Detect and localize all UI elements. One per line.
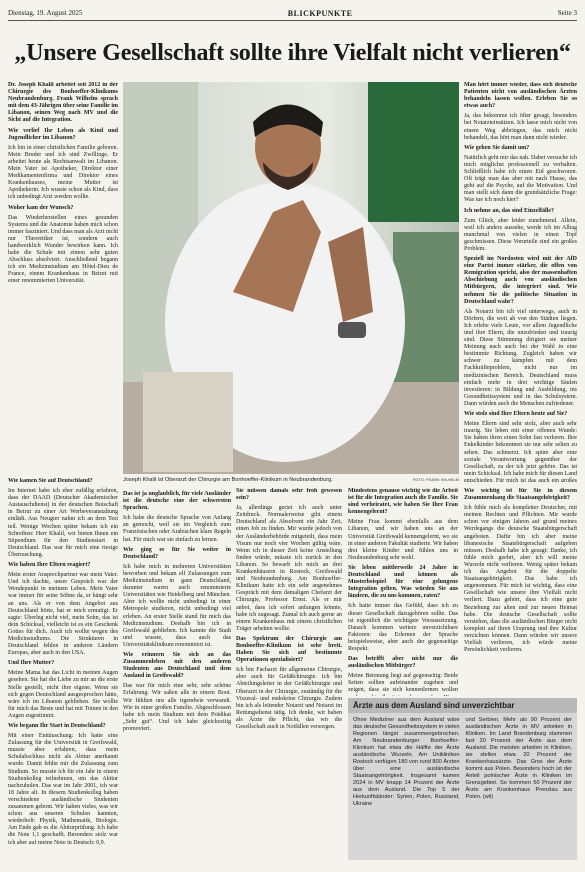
question: Wie haben Ihre Eltern reagiert? [8, 562, 91, 569]
answer: Ich habe die deutsche Sprache von Anfang an gemocht, weil sie im Vergleich zum Französischen oder Arabischen klare Regeln hat. Für mich war sie einfach zu lernen. [123, 515, 231, 543]
answer: Meine Mama hat das Licht in meinen Augen gesehen. Sie hat die Liebe zu mir an die erste Stelle gestellt, nicht ihre eigene. Wenn sie sich gegen Deutschland ausgesprochen hätte, wäre ich im Libanon geblieben. Sie wollte für mich das Beste und hat mit Tränen in den Augen zugestimmt. [8, 670, 118, 719]
column-right [464, 82, 577, 482]
info-box [348, 698, 577, 860]
answer: Meine Eltern sind sehr stolz, aber auch sehr traurig. Sie leben mit einer offenen Wunde: Sie haben ihren einen Sohn fast verloren. Ihre Enkelkinder bekommen sie nur sehr selten zu sehen. Das schmerzt. Ich spüre aber eine soziale Verantwortung gegenüber der Gesellschaft, zu der ich jetzt gehöre. Das ist mein Schicksal. Ich habe mich für diesen Land entschieden. Für mich ist das auch ein großes [464, 421, 577, 482]
column-3 [236, 488, 342, 864]
answer: Als Notarzt bin ich viel unterwegs, auch in Dörfern, die weit ab von den Städten liegen. Ich erlebe viele Leute, vor allem Jugendliche und ihre Eltern, die unzufrieden und traurig sind. Diese Stimmung dirigiert sie meiner Meinung nach auch bei der Wahl in eine bestimmte Richtung. Zugleich haben wir schwer zu kämpfen mit dem Fachkräfteproblem, nicht nur im medizinischen Bereich. Deutschland muss einfach mehr in drei wichtige Säulen investieren: in Bildung und Ausbildung, ins Gesundheitssystem und in das Schulsystem. Dann würden auch die Menschen zufriedener. [464, 308, 577, 407]
question: Wie verlief Ihr Leben als Kind und Jugendlicher im Libanon? [8, 127, 118, 141]
article-intro: Dr. Joseph Khalil arbeitet seit 2012 in der Chirurgie des Bonhoeffer-Klinikums Neubrandenburg. Frank Wilhelm sprach mit dem 43-Jährigen über seine Familie im Libanon, seinen Weg nach MV und die Sicht auf die Integration. [8, 82, 118, 124]
answer: Im Internet habe ich eher zufällig erfahren, dass der DAAD (Deutscher Akademischer Austauschdienst) in der deutschen Botschaft in Beirut zu einer Art Werbeveranstaltung einlädt. Aus Neugier nahm ich an dem Test teil. Wenige Wochen später bekam ich ein Schreiben: Herr Khalil, wir bieten Ihnen ein Stipendium für den Studienstart in Deutschland. Das war für mich eine riesige Überraschung. [8, 488, 118, 558]
question: Woher kam der Wunsch? [8, 204, 74, 211]
article-headline: „Unsere Gesellschaft sollte ihre Vielfalt nicht verlieren“ [14, 40, 571, 66]
question: Sie leben mittlerweile 24 Jahre in Deutschland und können als Musterbeispiel für eine gelungene Integration gelten. Was würden Sie aus ländern, die zu uns kommen, raten? [348, 564, 458, 600]
question: Und Ihre Mutter? [8, 660, 55, 667]
question: Das ist ja unglaublich, für viele Ausländer ist die deutsche eine der schwersten Sprachen. [123, 491, 231, 512]
question: Wie ging es für Sie weiter in Deutschland? [123, 546, 231, 560]
answer: Ja, allerdings geriet ich auch unter Zeitdruck. Normalerweise gibt einem Deutschland als Absolvent ein Jahr Zeit, einen Job zu finden. Mir wurde jedoch von der Ausländerbehörde mitgeteilt, dass mein Visum nur noch vier Wochen gültig wäre. Wenn ich in dieser Zeit keine Anstellung finden würde, müsste ich zurück in den Libanon. So bewarb ich mich an drei Krankenhäusern in Rostock, Greifswald und Neubrandenburg. Am Bonhoeffer-Klinikum hatte ich ein sehr angenehmes Gespräch mit dem damaligen Chefarzt der Chirurgie, Professor Ernst. Als er mir anbot, dass ich sofort anfangen könnte, habe ich zugesagt. Zumal ich auch gerne an einem Krankenhaus mit einem christlichen Träger arbeiten wollte. [236, 505, 342, 632]
column-1 [8, 82, 118, 474]
portrait-photo [123, 82, 459, 474]
page-number: Seite 3 [557, 9, 577, 17]
answer: Ich fühle mich als kompletter Deutscher, mit meinen Rechten und Pflichten. Mir wurde schon vor einigen Jahren auf grund meines Werdegangs die deutsche Staatsbürgerschaft angeboten. Dafür bin ich aber meine libanesische Staatsbürgerschaft aufgeben müssen. Deshalb habe ich gesagt: Danke, ich fühle mich geehrt, aber ich will meine Wurzeln nicht verlieren. Wenig später bekam ich das Angebot für die doppelte Staatsangehörigkeit. Das habe ich angenommen. Für mich ist wichtig, dass eine Gesellschaft wie unsere ihre Vielfalt nicht verliert. Dazu gehört, dass ich eine gute Beziehung zur alten und zur neuen Heimat habe. Die deutsche Gesellschaft sollte verstehen, dass die ausländischen Bürger nicht komplett auf ihren Ursprung und ihre Kultur verzichten können. Dann würden wir unsere Vielfalt verlieren, ich würde meine Persönlichkeit verlieren. [464, 505, 577, 654]
question: Man hört immer wieder, dass sich deutsche Patienten nicht von ausländischen Ärzten behandeln lassen wollen. Erleben Sie so etwas auch? [464, 82, 577, 110]
answer: Ich habe mich in mehreren Universitäten beworben und bekam elf Zulassungen zum Medizinstudium in ganz Deutschland, darunter waren auch renommierte Universitäten wie Heidelberg und München. Aber ich wollte nicht unbedingt in einer Metropole studieren, nicht unbedingt viel erleben. An erster Stelle stand für mich das Medizinstudium. Deshalb bin ich in Greifswald geblieben. Ich kannte die Stadt und wusste, dass auch das Universitätsklinikum renommiert ist. [123, 563, 231, 648]
issue-date: Dienstag, 19. August 2025 [8, 9, 83, 17]
question: Das Spektrum der Chirurgie am Bonhoeffer-Klinikum ist sehr breit. Haben Sie sich auf bestimmte Operationen spezialisiert? [236, 635, 342, 664]
question: Wie begann Ihr Start in Deutschland? [8, 723, 106, 729]
photo-credit: FOTO: FRANK WILHELM [412, 477, 459, 482]
answer: Ja, das bekomme ich öfter gesagt, besonders bei Notarzteinsätzen. Ich lasse mich nicht von einem Weg abbringen, das mich nicht behandelt, das hört man dann nicht wieder. [464, 113, 577, 141]
answer: Meine Betonung liegt auf gegenseitig: Beide Seiten sollten aufeinander zugehen und zeigen, dass sie sich kennenlernen wollen [348, 673, 458, 694]
photo-caption [123, 477, 459, 483]
answer: Ich bin Facharzt für allgemeine Chirurgie, aber auch für Gefäßchirurgie. Ich bin Abteilungsleiter in der Gefäßchirurgie und Oberarzt in der Chirurgie, zuständig für die Viszeral- und endokrine Chirurgie. Zudem bin ich als leitender Notarzt und Notarzt im Rettungsdienst tätig. Ich denke, wir haben als Ärzte die Pflicht, das wir die Gesellschaft auch in Notfällen versorgen. [236, 667, 342, 730]
section-title: BLICKPUNKTE [287, 8, 353, 18]
question: Wie wichtig ist für Sie in diesem Zusammenhang die Staatsangehörigkeit? [464, 488, 577, 502]
answer: Das war für mich eine sehr, sehr schöne Erfahrung. Wir saßen alle in einem Boot. Wir fühlten uns alle irgendwie verwandt. Wie in einer großen Familie. Abgeschlossen habe ich mein Studium mit dem Prädikat „Sehr gut“. Und ich habe gleichzeitig promoviert. [123, 683, 231, 732]
page-header [8, 6, 577, 21]
question: Ich nehme an, das sind Einzelfälle? [464, 207, 555, 214]
answer: Mein erster Ansprechpartner war mein Vater. Und ich dachte, unser Gespräch war der Wendepunkt in meinem Leben. Mein Vater war immer für seine Söhne da, er hängt sehr an uns. Als er von dem Angebot aus Deutschland hörte, hat er mich ermutigt. Er sagte: Überleg nicht viel, mein Sohn, das ist dein Schicksal, vielleicht ist es ein Geschenk Gottes für dich. Auch ich wollte wegen des Medizinstudiums. Die Strukturen in Deutschland fehlen in anderen Ländern Europas, aber auch in den USA. [8, 572, 118, 657]
answer: Das Wiederherstellen eines gesunden Systems und die Anatomie haben mich schon immer fasziniert. Und dass man als Arzt nicht nur Theoretiker ist, sondern auch handwerklich Wunder bewirken kann. Ich habe die Schule mit einem sehr guten Abschluss absolviert. Anschließend begann ich ein Medizinstudium am Hôtel-Dieu de France, einem Krankenhaus in Beirut mit einer renommierten Universität. [8, 214, 118, 285]
column-2 [123, 488, 231, 864]
question: Sie müssen damals sehr froh gewesen sein? [236, 488, 342, 502]
answer: Meine Frau kommt ebenfalls aus dem Libanon, und wir haben uns an der Universität Greifswald kennengelernt, wo sie in einer anderen Fakultät studierte. Wir haben drei kleine Kinder und fühlen uns in Neubrandenburg sehr wohl. [348, 519, 458, 561]
info-box-left-text: Ohne Mediziner aus dem Ausland wäre das deutsche Gesundheitssystem in vielen Regionen längst zusammengebrochen. Am Neubrandenburger Bonhoeffer-Klinikum hat etwa die Hälfte der Ärzte ausländische Wurzeln. Am Unikliniken Rostock verfügen 180 von rund 800 Ärzten über eine ausländische Staatsangehörigkeit. Insgesamt kamen 2024 in MV knapp 14 Prozent der Ärzte aus dem Ausland. Die Top 5 der Herkunftsländer: Syrien, Polen, Russland, Ukraine [353, 717, 460, 807]
column-4 [348, 488, 458, 696]
answer: Zum Glück, aber leider zunehmend. Allein, weil ich anders aussehe, werde ich im Alltag manchmal von vielen in einen Topf geschmissen. Diese Vorurteile sind ein großes Problem. [464, 217, 577, 252]
question: Mindestens genauso wichtig wie die Arbeit ist für die Integration auch die Familie. Sie sind verheiratet, wie haben Sie Ihre Frau kennengelernt? [348, 488, 458, 516]
info-box-right-text: und Serbien. Mehr als 90 Prozent der ausländischen Ärzte in MV arbeiten in Kliniken. Im Land Brandenburg stammen fast 20 Prozent der Ärzte aus dem Ausland. Die meisten arbeiten in Kliniken, sie stellen etwa 20 Prozent der Krankenhausärzte. Das Gros der Ärzte kommt aus Polen. Besonders hoch ist der Anteil polnischer Ärzte in Kliniken im Grenzgebiet. So kommen 50 Prozent der Ärzte am Krankenhaus Prenzlau aus Polen. (wil) [465, 717, 572, 800]
column-1-lower [8, 478, 118, 864]
caption-text: Joseph Khalil ist Oberarzt der Chirurgie am Bonhoeffer-Klinikum in Neubrandenburg. [123, 477, 333, 483]
answer: Natürlich geht mir das nah. Dabei versuche ich mich möglichst professionell zu verhalten. Schließlich habe ich einen Eid geschworen. Oft trägt man das aber mit nach Hause, das geht auf die Psyche, auf die Motivation. Und man stellt sich dann die grundsätzliche Frage: Was tue ich noch hier? [464, 154, 577, 204]
answer: Mit einer Enttäuschung: Ich hatte eine Zulassung für die Universität in Greifswald, musste aber erfahren, dass mein Schulabschluss nicht als Abitur anerkannt wurde. Damit fehlte mir die Zulassung zum Studium. So musste ich für ein Jahr in einem Studienkolleg teilnehmen, um das Abitur nachzuholen. Das war im Jahr 2001, ich war 18 Jahre alt. In diesem Studienkolleg haben verschiedene ausländische Studenten zusammen gelernt. Wir haben vieles, was wir schon aus unseren Schulen kannten, wiederholt: Physik, Mathematik, Biologie. Am Ende gab es die Abiturprüfung. Ich habe die Note 1,1 geschafft. Besonders stolz war ich aber auf meine Note in Deutsch: 0,9. [8, 733, 118, 846]
info-box-title: Ärzte aus dem Ausland sind unverzichtbar [348, 698, 577, 713]
question: Wie gehen Sie damit um? [464, 144, 530, 151]
question: Wie erinnern Sie sich an das Zusammenleben mit den anderen Studenten aus Deutschland und dem Ausland in Greifswald? [123, 651, 231, 680]
column-5-lower [464, 488, 577, 696]
answer: Ich hatte immer das Gefühl, dass ich zu dieser Gesellschaft dazugehören sollte. Das ist eigentlich die wichtigste Voraussetzung. Danach kommen weitere unverzichtbare Faktoren: das Erlernen der Sprache beispielsweise, aber auch der gegenseitige Respekt. [348, 603, 458, 652]
question: Wie stolz sind Ihre Eltern heute auf Sie? [464, 411, 568, 418]
answer: Ich bin in einer christlichen Familie geboren. Mein Bruder und ich sind Zwillinge. Er arbeitet heute als Rechtsanwalt im Libanon. Mein Vater ist Apotheker, Direktor einer Medikamentenfirma und Direktor eines Krankenhauses, meine Mutter ist Apothekerin. Ich wusste schon als Kind, dass ich unbedingt Arzt werden wollte. [8, 144, 118, 201]
question: Speziell im Nordosten wird mit der AfD eine Partei immer stärker, die offen von Remigration spricht, also der massenhaften Abschiebung auch von ausländischen Mitbürgern, die integriert sind. Wie nehmen Sie die politische Situation in Deutschland wahr? [464, 256, 577, 305]
info-box-body [348, 713, 577, 812]
question: Wie kamen Sie auf Deutschland? [8, 478, 93, 484]
question: Das betrifft aber nicht nur die ausländischen Mitbürger? [348, 656, 458, 670]
